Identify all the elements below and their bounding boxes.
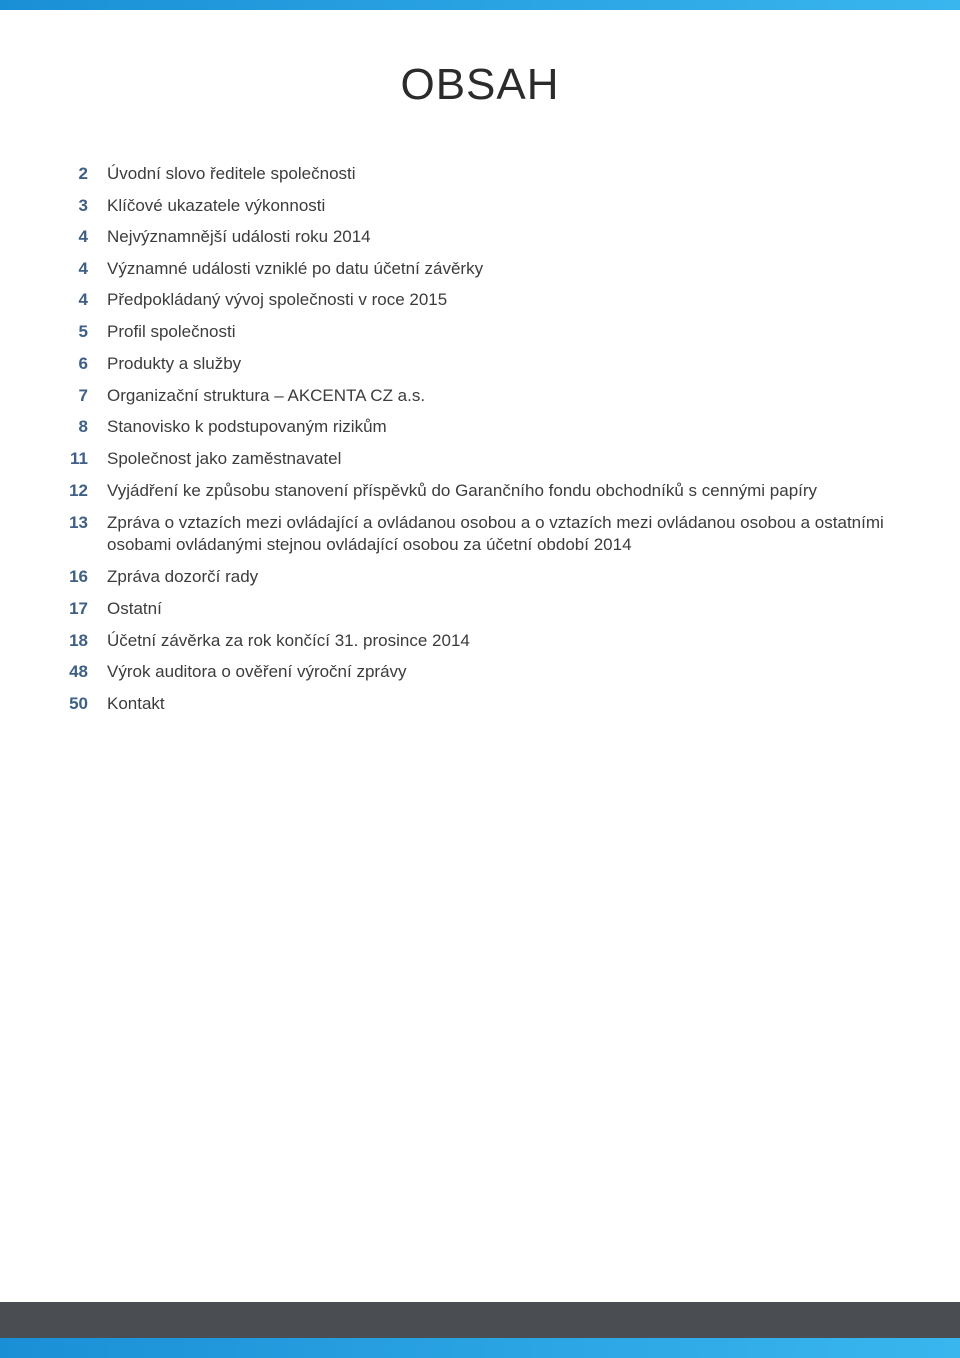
toc-entry-title: Organizační struktura – AKCENTA CZ a.s. [107,386,426,405]
toc-page-number: 6 [78,354,88,373]
toc-entry-title: Účetní závěrka za rok končící 31. prosince 2014 [107,631,470,650]
toc-page-number: 13 [69,513,88,532]
toc-entry-title: Nejvýznamnější události roku 2014 [107,227,371,246]
toc-page-number: 4 [78,290,88,309]
toc-entry-title: Vyjádření ke způsobu stanovení příspěvků do Garančního fondu obchodníků s cennými papíry [107,481,818,500]
top-accent-bar [0,0,960,10]
toc-page-number: 5 [78,322,88,341]
toc-page-number: 50 [69,694,88,713]
toc-page-number: 4 [78,259,88,278]
toc-entry-title: Společnost jako zaměstnavatel [107,449,342,468]
toc-page-number: 48 [69,662,88,681]
toc-page-number: 4 [78,227,88,246]
toc-entry-title: Stanovisko k podstupovaným rizikům [107,417,387,436]
toc-entry-title: Výrok auditora o ověření výroční zprávy [107,662,407,681]
toc-entry-title: Klíčové ukazatele výkonnosti [107,196,326,215]
toc-entry-title: Profil společnosti [107,322,236,341]
toc-entry-title: Kontakt [107,694,165,713]
toc-entry-title: Významné události vzniklé po datu účetní závěrky [107,259,484,278]
toc-page-number: 12 [69,481,88,500]
footer-dark-band [0,1302,960,1338]
toc-page-number: 2 [78,164,88,183]
toc-page-number: 11 [70,449,88,468]
toc-entry-title: Ostatní [107,599,162,618]
page-title: OBSAH [400,60,560,109]
toc-page-number: 17 [69,599,88,618]
footer-accent-bar [0,1338,960,1358]
toc-entry-title: Produkty a služby [107,354,242,373]
toc-entry-title: Předpokládaný vývoj společnosti v roce 2015 [107,290,448,309]
toc-page-number: 8 [78,417,88,436]
toc-page-number: 16 [69,567,88,586]
toc-entry-title: Zpráva o vztazích mezi ovládající a ovládanou osobou a o vztazích mezi ovládanou osobou a ostatními osobami ovládanými stejnou ovládající osobou za účetní období 2014 [107,513,884,554]
toc-page-number: 3 [78,196,88,215]
toc-entry-title: Úvodní slovo ředitele společnosti [107,164,356,183]
toc-page-number: 7 [78,386,88,405]
toc-entry-title: Zpráva dozorčí rady [107,567,259,586]
toc-page-number: 18 [69,631,88,650]
